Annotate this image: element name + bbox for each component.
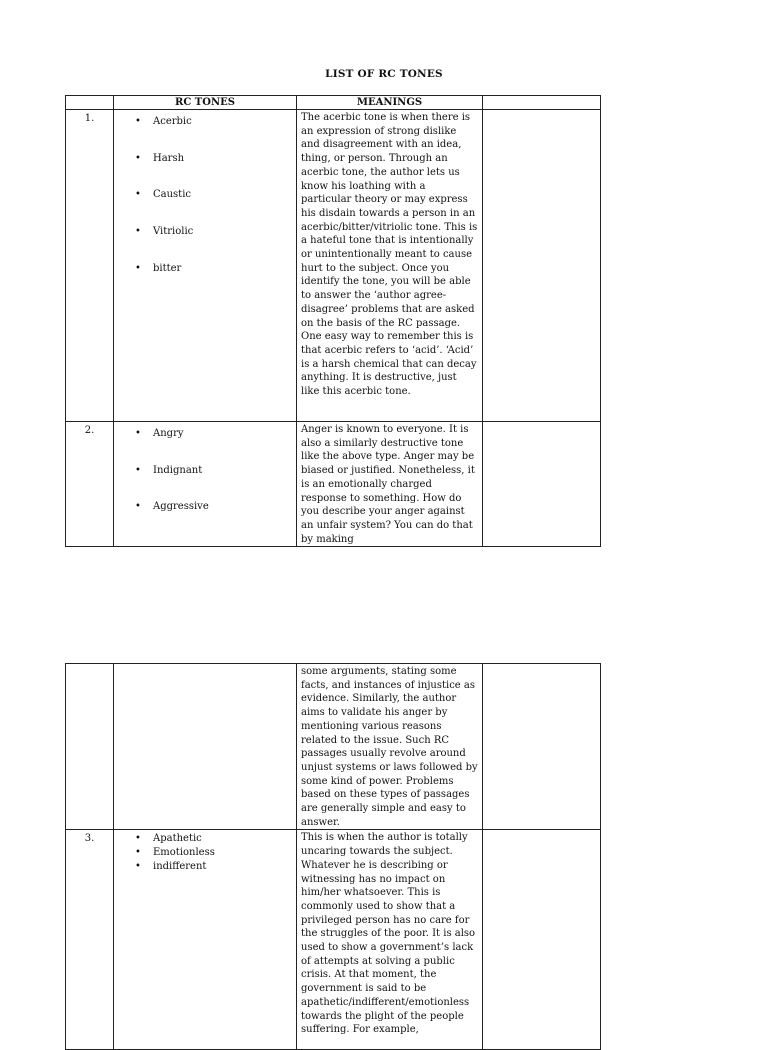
empty-cell xyxy=(483,830,601,1050)
tone-item: • Emotionless xyxy=(114,846,296,860)
table-row xyxy=(66,110,601,422)
table-row xyxy=(66,664,601,830)
meaning-cell: some arguments, stating some facts, and instances of injustice as evidence. Similarly, the author aims to validate his anger by mentioning various reasons related to the issue. Such RC passages usually revolve around unjust systems or laws followed by some kind of power. Problems based on these types of passages are generally simple and easy to answer. xyxy=(297,664,483,830)
tone-item: • Harsh xyxy=(114,152,296,166)
tone-item: • Vitriolic xyxy=(114,225,296,239)
tone-item: • Acerbic xyxy=(114,115,296,129)
table-row xyxy=(66,422,601,547)
tone-item: • Apathetic xyxy=(114,832,296,846)
empty-cell xyxy=(483,664,601,830)
empty-cell xyxy=(483,422,601,547)
tones-cell xyxy=(114,422,297,547)
table-header-row xyxy=(66,96,601,110)
tone-item: • bitter xyxy=(114,262,296,276)
tones-cell xyxy=(114,110,297,422)
row-number: 3. xyxy=(66,830,114,1050)
tone-item: • Aggressive xyxy=(114,500,296,514)
rc-tones-table xyxy=(65,95,601,547)
header-number-cell xyxy=(66,96,114,110)
tones-list xyxy=(114,830,296,873)
meaning-cell: The acerbic tone is when there is an expression of strong dislike and disagreement with an idea, thing, or person. Through an acerbic tone, the author lets us know his loathing with a particular theory or may express his disdain towards a person in an acerbic/bitter/vitriolic tone. This is a hateful tone that is intentionally or unintentionally meant to cause hurt to the subject. Once you identify the tone, you will be able to answer the ‘author agree-disagree’ problems that are asked on the basis of the RC passage. One easy way to remember this is that acerbic refers to ‘acid’. ‘Acid’ is a harsh chemical that can decay anything. It is destructive, just like this acerbic tone. xyxy=(297,110,483,422)
row-number: 2. xyxy=(66,422,114,547)
tones-list xyxy=(114,110,296,276)
header-rc-tones: RC TONES xyxy=(114,96,297,110)
header-meanings: MEANINGS xyxy=(297,96,483,110)
meaning-cell: This is when the author is totally uncaring towards the subject. Whatever he is describing or witnessing has no impact on him/her whatsoever. This is commonly used to show that a privileged person has no care for the struggles of the poor. It is also used to show a government’s lack of attempts at solving a public crisis. At that moment, the government is said to be apathetic/indifferent/emotionless towards the plight of the people suffering. For example, xyxy=(297,830,483,1050)
row-number xyxy=(66,664,114,830)
table-row xyxy=(66,830,601,1050)
meaning-cell: Anger is known to everyone. It is also a similarly destructive tone like the above type. Anger may be biased or justified. Nonetheless, it is an emotionally charged response to something. How do you describe your anger against an unfair system? You can do that by making xyxy=(297,422,483,547)
tone-item: • Angry xyxy=(114,427,296,441)
document-title: LIST OF RC TONES xyxy=(325,68,443,80)
tones-cell xyxy=(114,664,297,830)
tone-item: • indifferent xyxy=(114,860,296,874)
tones-list xyxy=(114,422,296,514)
tone-item: • Indignant xyxy=(114,464,296,478)
tone-item: • Caustic xyxy=(114,188,296,202)
empty-cell xyxy=(483,110,601,422)
tones-cell xyxy=(114,830,297,1050)
row-number: 1. xyxy=(66,110,114,422)
header-extra-cell xyxy=(483,96,601,110)
rc-tones-table-continued xyxy=(65,663,601,1050)
